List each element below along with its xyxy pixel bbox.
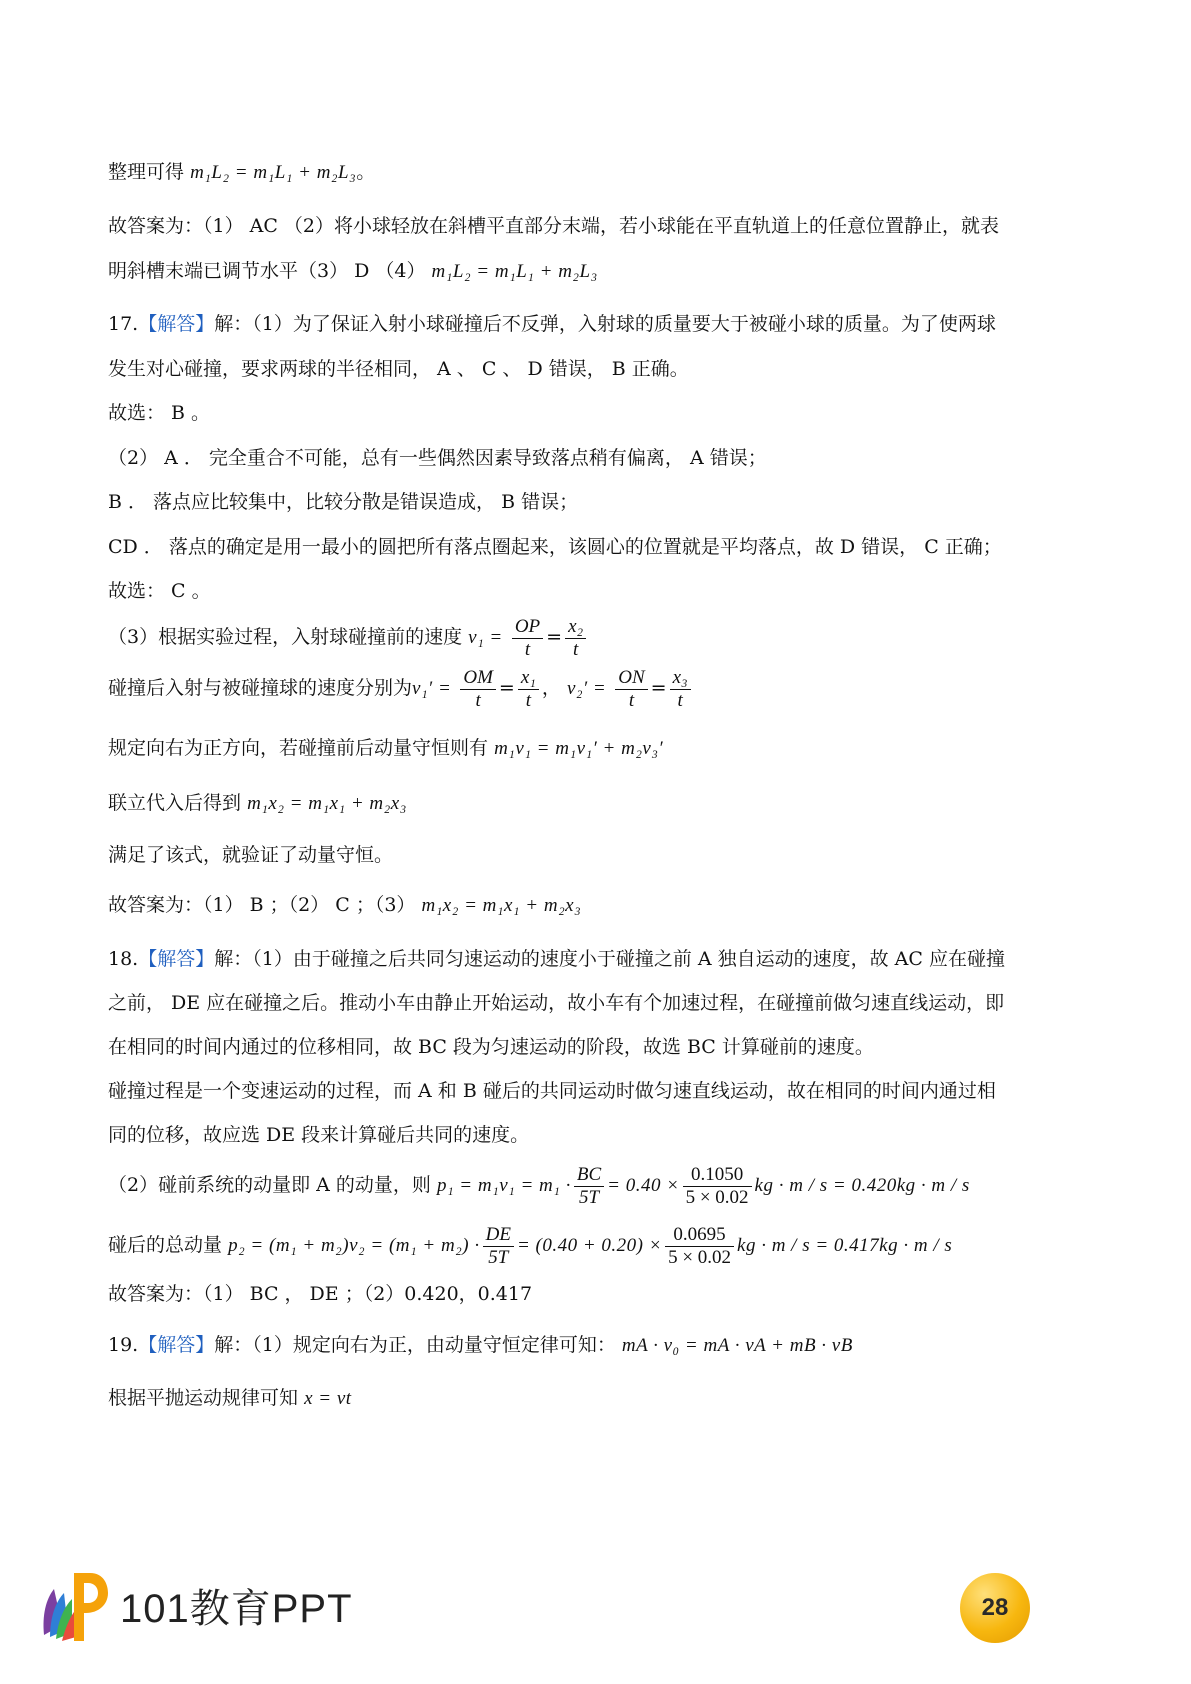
line-14: 联立代入后得到 m₁x₂ = m₁x₁ + m₂x₃ [108, 792, 407, 814]
brand-name: 101教育PPT [120, 1587, 353, 1631]
line-15: 满足了该式，就验证了动量守恒。 [108, 844, 394, 866]
question-19-header: 19.【解答】解：（1）规定向右为正，由动量守恒定律可知： mA · v₀ = mA · vA + mB · vB [108, 1334, 853, 1356]
line-5: 发生对心碰撞，要求两球的半径相同， A 、 C 、 D 错误， B 正确。 [108, 358, 689, 380]
line-9: CD ． 落点的确定是用一最小的圆把所有落点圈起来，该圆心的位置就是平均落点，故 D 错误， C 正确； [108, 536, 1002, 558]
fraction: $\frac{\text{x₁}}{t}$ [518, 667, 539, 712]
page-number-badge: 28 [960, 1573, 1030, 1643]
line-20: 碰撞过程是一个变速运动的过程，而 A 和 B 碰后的共同运动时做匀速直线运动，故在相同的时间内通过相 [108, 1080, 996, 1102]
equation: m₁L₂ = m₁L₁ + m₂L₃ [431, 261, 598, 282]
fraction: $\frac{\text{x₃}}{t}$ [670, 667, 691, 712]
line-11: （3）根据实验过程，入射球碰撞前的速度 v₁ = $\frac{OP}{t}$ = $\frac{\text{x₂}}{t}$ [108, 612, 1091, 663]
line-21: 同的位移，故应选 DE 段来计算碰后共同的速度。 [108, 1124, 530, 1146]
fraction: $\frac{BC}{5T}$ [574, 1164, 604, 1209]
fraction: $\frac{ON}{t}$ [615, 667, 647, 712]
line-19: 在相同的时间内通过的位移相同，故 BC 段为匀速运动的阶段，故选 BC 计算碰前的速度。 [108, 1036, 874, 1058]
fraction: $\frac{0.0695}{5 \times 0.02}$ [665, 1224, 734, 1269]
equation: m₁v₁ = m₁v₁′ + m₂v₃′ [494, 738, 664, 759]
fraction: $\frac{OP}{t}$ [512, 616, 543, 661]
line-3: 明斜槽末端已调节水平（3） D （4） m₁L₂ = m₁L₁ + m₂L₃ [108, 260, 598, 282]
line-23: 碰后的总动量 p₂ = (m₁ + m₂)v₂ = (m₁ + m₂) · $\frac{DE}{5T}$ = (0.40 + 0.20) × $\frac{0.0695}{5 \times 0.02}$ kg · m / s = 0.417kg · m / s [108, 1223, 953, 1268]
answer-tag: 【解答】 [138, 1334, 215, 1356]
fraction: $\frac{DE}{5T}$ [483, 1224, 514, 1269]
line-6: 故选： B 。 [108, 402, 211, 424]
fraction: $\frac{\text{x₂}}{t}$ [565, 616, 586, 661]
line-7: （2） A ． 完全重合不可能，总有一些偶然因素导致落点稍有偏离， A 错误； [108, 447, 767, 469]
line-2: 故答案为：（1） AC （2）将小球轻放在斜槽平直部分末端，若小球能在平直轨道上的任意位置静止，就表 [108, 215, 1000, 237]
line-12: 碰撞后入射与被碰撞球的速度分别为v₁′ = $\frac{OM}{t}$ = $\frac{\text{x₁}}{t}$ ， v₂′ = $\frac{ON}{t}$ = $\frac{\text{x₃}}{t}$ [108, 663, 1091, 714]
equation: mA · v₀ = mA · vA + mB · vB [621, 1335, 853, 1356]
question-17-header: 17.【解答】解：（1）为了保证入射小球碰撞后不反弹，入射球的质量要大于被碰小球的质量。为了使两球 [108, 313, 996, 335]
answer-tag: 【解答】 [138, 948, 215, 970]
fraction: $\frac{0.1050}{5 \times 0.02}$ [683, 1164, 752, 1209]
fraction: $\frac{OM}{t}$ [460, 667, 496, 712]
line-26: 根据平抛运动规律可知 x = vt [108, 1387, 352, 1409]
answer-tag: 【解答】 [138, 313, 215, 335]
line-22: （2）碰前系统的动量即 A 的动量，则 p₁ = m₁v₁ = m₁ · $\frac{BC}{5T}$ = 0.40 × $\frac{0.1050}{5 \times 0.02}$ kg · m / s = 0.420kg · m / s [108, 1163, 970, 1208]
line-13: 规定向右为正方向，若碰撞前后动量守恒则有 m₁v₁ = m₁v₁′ + m₂v₃′ [108, 737, 664, 759]
line-18: 之前， DE 应在碰撞之后。推动小车由静止开始运动，故小车有个加速过程，在碰撞前做匀速直线运动，即 [108, 992, 1005, 1014]
equation: m₁x₂ = m₁x₁ + m₂x₃ [421, 895, 582, 916]
question-18-header: 18.【解答】解：（1）由于碰撞之后共同匀速运动的速度小于碰撞之前 A 独自运动的速度，故 AC 应在碰撞 [108, 948, 1005, 970]
line-10: 故选： C 。 [108, 580, 211, 602]
brand-logo-icon [38, 1565, 110, 1645]
line-8: B ． 落点应比较集中，比较分散是错误造成， B 错误； [108, 491, 579, 513]
equation: m₁L₂ = m₁L₁ + m₂L₃ [190, 162, 357, 183]
equation: x = vt [304, 1388, 352, 1409]
line-24: 故答案为：（1） BC ， DE ；（2）0.420，0.417 [108, 1283, 533, 1305]
equation: m₁x₂ = m₁x₁ + m₂x₃ [247, 793, 407, 814]
line-16: 故答案为：（1） B ；（2） C ；（3） m₁x₂ = m₁x₁ + m₂x₃ [108, 894, 582, 916]
line-1: 整理可得 m₁L₂ = m₁L₁ + m₂L₃。 [108, 161, 376, 183]
